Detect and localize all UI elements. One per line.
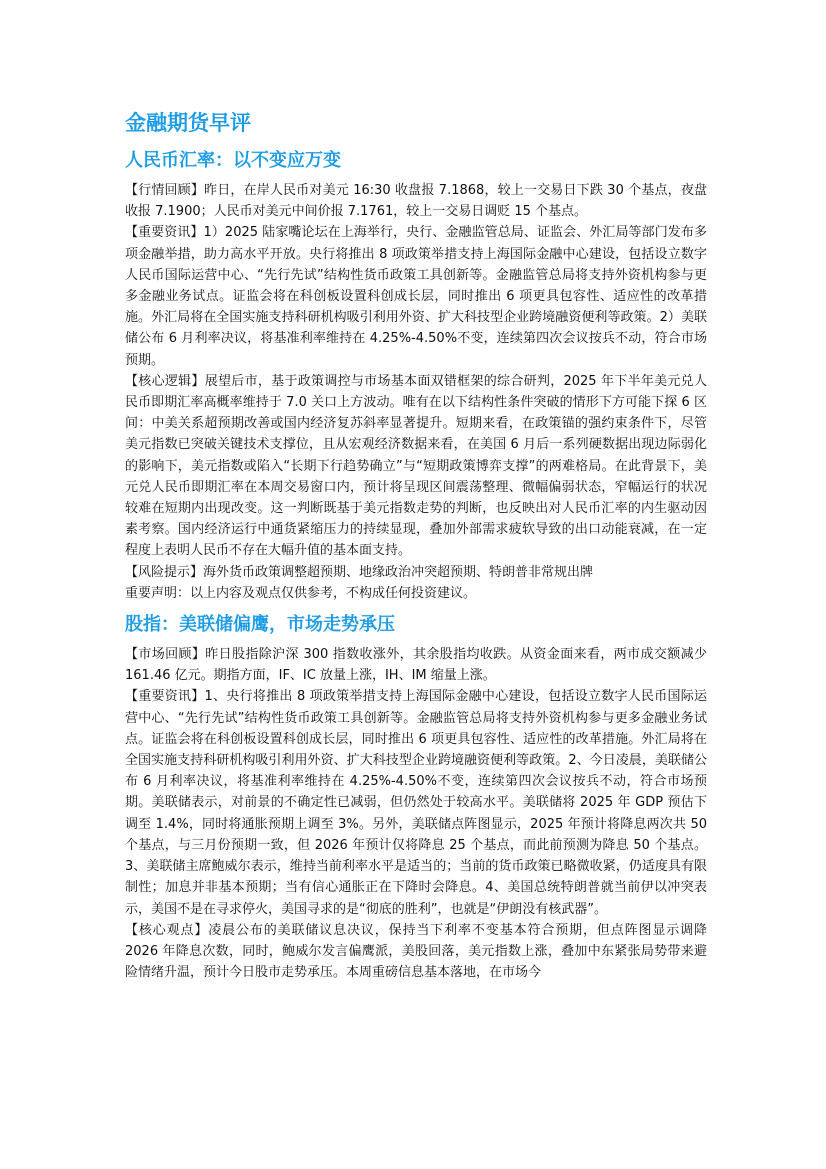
paragraph-market-review bbox=[125, 644, 707, 686]
section-gap bbox=[125, 604, 707, 612]
paragraph-text: 凌晨公布的美联储议息决议，保持当下利率不变基本符合预期，但点阵图显示调降 2026 年降息次数，同时，鲍威尔发言偏鹰派，美股回落，美元指数上涨，叠加中东紧张局势带来避险情绪升温，预计今日股市走势承压。本周重磅信息基本落地，在市场今 bbox=[125, 922, 707, 981]
paragraph-label: 【市场回顾】 bbox=[125, 647, 206, 663]
paragraph-label: 【风险提示】 bbox=[125, 564, 204, 580]
paragraph-text: 昨日股指除沪深 300 指数收涨外，其余股指均收跌。从资金面来看，两市成交额减少 161.46 亿元。期指方面，IF、IC 放量上涨，IH、IM 缩量上涨。 bbox=[125, 647, 707, 684]
paragraph-market-review bbox=[125, 180, 707, 222]
paragraph-risk-warning bbox=[125, 562, 707, 583]
section-title: 人民币汇率：以不变应万变 bbox=[125, 150, 341, 171]
section-stock-index bbox=[125, 612, 707, 983]
paragraph-core-view bbox=[125, 920, 707, 984]
section-title: 股指：美联储偏鹰，市场走势承压 bbox=[125, 614, 395, 636]
paragraph-core-logic bbox=[125, 371, 707, 562]
section-rmb-exchange-rate bbox=[125, 148, 707, 604]
paragraph-text: 昨日，在岸人民币对美元 16:30 收盘报 7.1868，较上一交易日下跌 30 个基点，夜盘收报 7.1900；人民币对美元中间价报 7.1761，较上一交易日调贬 15 个基点。 bbox=[125, 183, 707, 220]
paragraph-key-news bbox=[125, 222, 707, 370]
paragraph-text: 海外货币政策调整超预期、地缘政治冲突超预期、特朗普非常规出牌 bbox=[203, 564, 594, 580]
paragraph-disclaimer bbox=[125, 583, 707, 604]
paragraph-label: 【重要资讯】 bbox=[125, 689, 205, 705]
paragraph-label: 【行情回顾】 bbox=[125, 183, 205, 198]
paragraph-text: 1）2025 陆家嘴论坛在上海举行，央行、金融监管总局、证监会、外汇局等部门发布多项金融举措，助力高水平开放。央行将推出 8 项政策举措支持上海国际金融中心建设，包括设立数字人民币国际运营中心、“先行先试”结构性货币政策工具创新等。金融监管总局将支持外资机构参与更多金融业务试点。证监会将在科创板设置科创成长层，同时推出 6 项更具包容性、适应性的改革措施。外汇局将在全国实施支持科研机构吸引利用外资、扩大科技型企业跨境融资便利等政策。2）美联储公布 6 月利率决议，将基准利率维持在 4.25%-4.50%不变，连续第四次会议按兵不动，符合市场预期。 bbox=[125, 225, 707, 368]
paragraph-label: 【核心逻辑】 bbox=[125, 373, 205, 389]
paragraph-key-news bbox=[125, 686, 707, 919]
page-title: 金融期货早评 bbox=[125, 111, 251, 135]
paragraph-label: 【重要资讯】 bbox=[125, 225, 204, 241]
paragraph-text: 重要声明：以上内容及观点仅供参考，不构成任何投资建议。 bbox=[125, 585, 477, 601]
paragraph-label: 【核心观点】 bbox=[125, 922, 209, 938]
paragraph-text: 1、央行将推出 8 项政策举措支持上海国际金融中心建设，包括设立数字人民币国际运营中心、“先行先试”结构性货币政策工具创新等。金融监管总局将支持外资机构参与更多金融业务试点。证监会将在科创板设置科创成长层，同时推出 6 项更具包容性、适应性的改革措施。外汇局将在全国实施支持科研机构吸引利用外资、扩大科技型企业跨境融资便利等政策。2、今日凌晨，美联储公布 6 月利率决议，将基准利率维持在 4.25%-4.50%不变，连续第四次会议按兵不动，符合市场预期。美联储表示，对前景的不确定性已减弱，但仍然处于较高水平。美联储将 2025 年 GDP 预估下调至 1.4%，同时将通胀预期上调至 3%。另外，美联储点阵图显示，2025 年预计将降息两次共 50 个基点，与三月份预期一致，但 2026 年预计仅将降息 25 个基点，而此前预测为降息 50 个基点。3、美联储主席鲍威尔表示，维持当前利率水平是适当的；当前的货币政策已略微收紧，仍适度具有限制性；加息并非基本预期；当有信心通胀正在下降时会降息。4、美国总统特朗普就当前伊以冲突表示，美国不是在寻求停火，美国寻求的是“彻底的胜利”，也就是“伊朗没有核武器”。 bbox=[125, 689, 707, 917]
document-content bbox=[125, 108, 707, 983]
paragraph-text: 展望后市，基于政策调控与市场基本面双错框架的综合研判，2025 年下半年美元兑人民币即期汇率高概率维持于 7.0 关口上方波动。唯有在以下结构性条件突破的情形下方可能下探 6 区间：中美关系超预期改善或国内经济复苏斜率显著提升。短期来看，在政策锚的强约束条件下，尽管美元指数已突破关键技术支撑位，且从宏观经济数据来看，在美国 6 月后一系列硬数据出现边际弱化的影响下，美元指数或陷入“长期下行趋势确立”与“短期政策博弈支撑”的两难格局。在此背景下，美元兑人民币即期汇率在本周交易窗口内，预计将呈现区间震荡整理、微幅偏弱状态，窄幅运行的状况较难在短期内出现改变。这一判断既基于美元指数走势的判断，也反映出对人民币汇率的内生驱动因素考察。国内经济运行中通货紧缩压力的持续显现，叠加外部需求疲软导致的出口动能衰减，在一定程度上表明人民币不存在大幅升值的基本面支持。 bbox=[125, 373, 707, 559]
